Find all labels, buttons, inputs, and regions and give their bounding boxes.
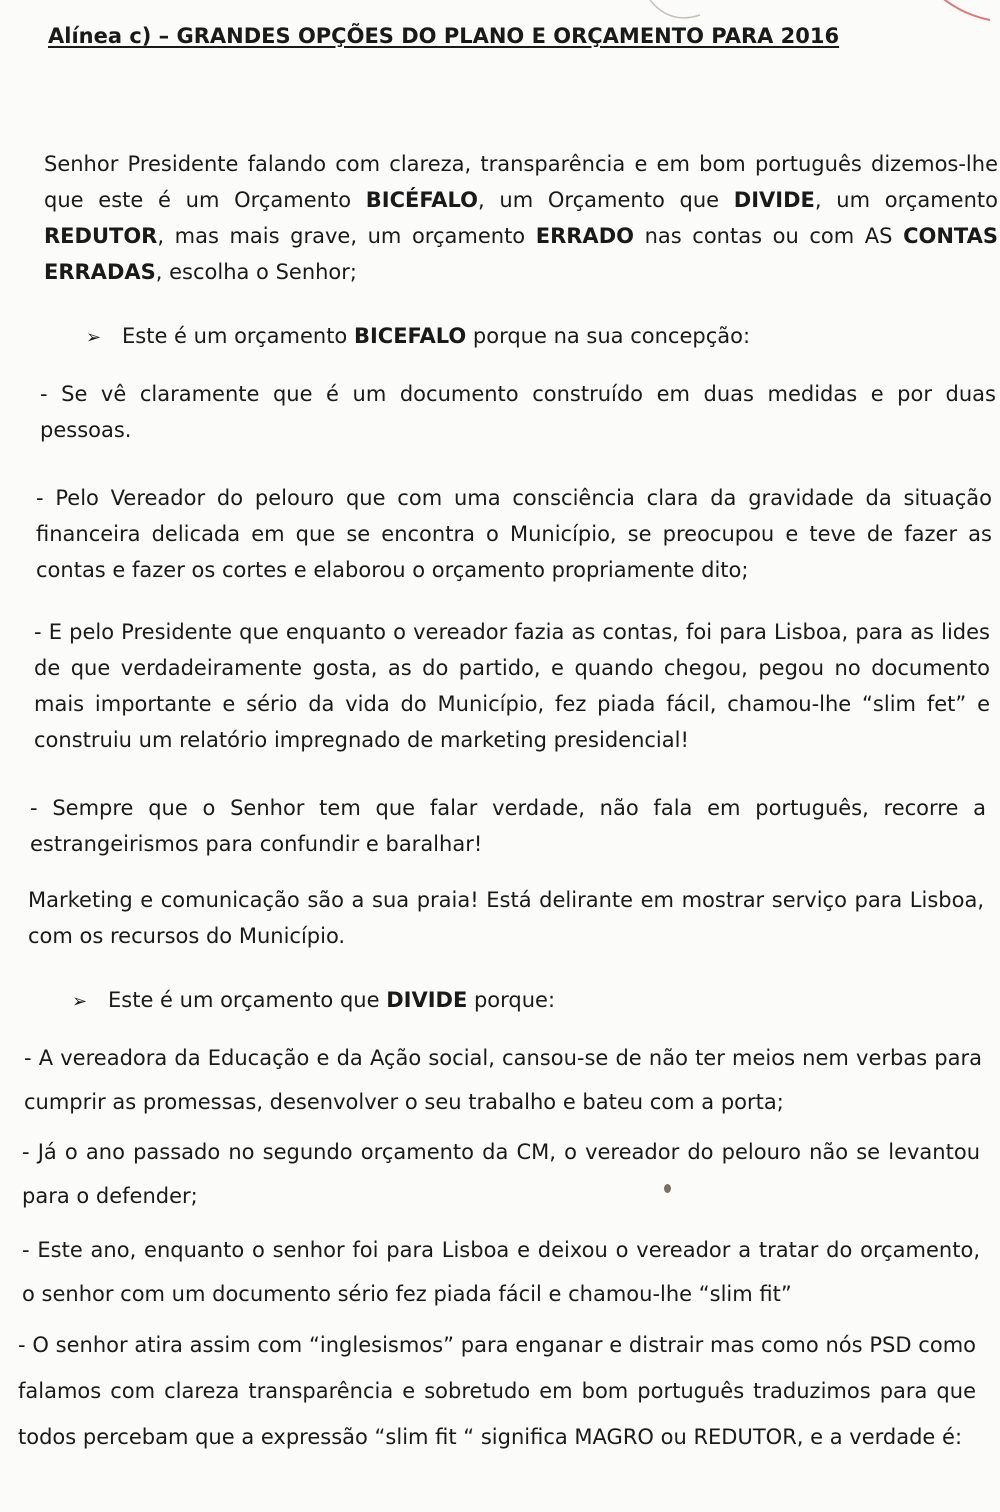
arrow-bullet-icon: ➢ [72,991,88,1012]
intro-text-6: , escolha o Senhor; [155,260,357,284]
paragraph-ano-passado: - Já o ano passado no segundo orçamento da CM, o vereador do pelouro não se levantou para o defender; [22,1140,980,1208]
intro-bold-2: DIVIDE [733,188,815,212]
paragraph-este-ano: - Este ano, enquanto o senhor foi para Lisboa e deixou o vereador a tratar do orçamento, o senhor com um documento sério fez piada fácil e chamou-lhe “slim fit” [22,1238,980,1306]
intro-bold-3: REDUTOR [44,224,158,248]
paragraph-presidente: - E pelo Presidente que enquanto o vereador fazia as contas, foi para Lisboa, para as lides de que verdadeiramente gosta, as do partido, e quando chegou, pegou no documento mais importante e sério da vida do Município, fez piada fácil, chamou-lhe “slim fet” e construiu um relatório impregnado de marketing presidencial! [34,620,990,752]
paragraph-duas-medidas: - Se vê claramente que é um documento construído em duas medidas e por duas pessoas. [40,382,996,442]
paragraph-vereador: - Pelo Vereador do pelouro que com uma consciência clara da gravidade da situação financeira delicada em que se encontra o Município, se preocupou e teve de fazer as contas e fazer os cortes e elaborou o orçamento propriamente dito; [36,486,992,582]
arrow-bullet-icon: ➢ [86,327,102,348]
intro-text-4: , mas mais grave, um orçamento [157,224,536,248]
intro-text-2: , um Orçamento que [478,188,734,212]
intro-bold-4: ERRADO [535,224,634,248]
paper-speck [664,1184,671,1193]
intro-bold-1: BICÉFALO [365,188,479,212]
bullet-divide-text-2: porque: [467,988,556,1012]
paragraph-marketing: Marketing e comunicação são a sua praia! Está delirante em mostrar serviço para Lisboa, com os recursos do Município. [28,888,984,948]
paragraph-estrangeirismos: - Sempre que o Senhor tem que falar verdade, não fala em português, recorre a estrangeirismos para confundir e baralhar! [30,796,986,856]
bullet-divide-bold: DIVIDE [386,988,468,1012]
bullet-bicefalo-text-1: Este é um orçamento [122,324,354,348]
paragraph-vereadora: - A vereadora da Educação e da Ação social, cansou-se de não ter meios nem verbas para cumprir as promessas, desenvolver o seu trabalho e bateu com a porta; [24,1046,982,1114]
intro-bold-5: CONTAS ERRADAS [44,224,998,284]
intro-paragraph [44,146,998,290]
intro-text-5: nas contas ou com AS [633,224,904,248]
intro-text-3: , um orçamento [814,188,998,212]
bullet-bicefalo [86,318,750,356]
bullet-bicefalo-text-2: porque na sua concepção: [466,324,751,348]
bullet-divide [72,982,555,1020]
bullet-divide-text-1: Este é um orçamento que [108,988,387,1012]
bullet-bicefalo-bold: BICEFALO [353,324,467,348]
paragraph-inglesismos: - O senhor atira assim com “inglesismos” para enganar e distrair mas como nós PSD como falamos com clareza transparência e sobretudo em bom português traduzimos para que todos percebam que a expressão “slim fit “ significa MAGRO ou REDUTOR, e a verdade é: [18,1333,976,1449]
document-title: Alínea c) – GRANDES OPÇÕES DO PLANO E ORÇAMENTO PARA 2016 [48,24,840,48]
intro-text-1: Senhor Presidente falando com clareza, transparência e em bom português dizemos-lhe que este é um Orçamento [44,152,998,212]
